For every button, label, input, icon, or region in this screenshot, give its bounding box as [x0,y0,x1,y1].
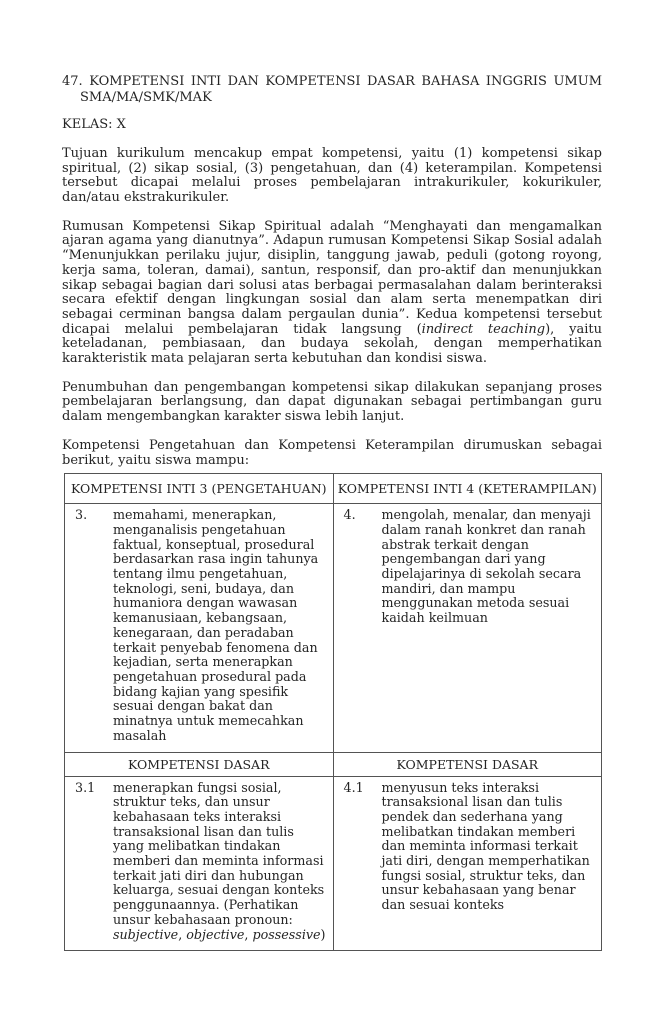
paragraph-curriculum-goals: Tujuan kurikulum mencakup empat kompetensi, yaitu (1) kompetensi sikap spiritual, (2) sikap sosial, (3) pengetahuan, dan (4) keterampilan. Kompetensi tersebut dicapai melalui proses pembelajaran intrakurikuler, kokurikuler, dan/atau ekstrakurikuler. [62,145,602,205]
ki3-cell-content [75,508,329,743]
italic-subjective: subjective [113,926,179,942]
ki3-number: 3. [75,507,88,523]
kompetensi-table [64,473,602,951]
section-number: 47. [62,74,83,89]
kd31-separator-1: , [178,926,187,942]
kd-header-cell-right: KOMPETENSI DASAR [333,752,602,776]
paragraph-attitude-development: Penumbuhan dan pengembangan kompetensi sikap dilakukan sepanjang proses pembelajaran berlangsung, dan dapat digunakan sebagai pertimbangan guru dalam mengembangkan karakter siswa lebih lanjut. [62,379,602,425]
class-label: KELAS: X [62,117,126,133]
paragraph-table-intro: Kompetensi Pengetahuan dan Kompetensi Keterampilan dirumuskan sebagai berikut, yaitu siswa mampu: [62,437,602,468]
section-heading [62,74,602,105]
italic-possessive: possessive [252,926,321,942]
kd41-number: 4.1 [343,779,364,795]
ki4-number: 4. [343,507,356,523]
ki3-cell [65,504,334,752]
ki3-header-cell: KOMPETENSI INTI 3 (PENGETAHUAN) [65,474,334,504]
kd41-cell-content [344,781,598,913]
kd-body-row [65,776,602,951]
paragraph-spiritual-social-text-1: Rumusan Kompetensi Sikap Spiritual adalah “Menghayati dan mengamalkan ajaran agama yang dianutnya”. Adapun rumusan Kompetensi Sikap Sosial adalah “Menunjukkan perilaku jujur, disiplin, tanggung jawab, peduli (gotong royong, kerja sama, toleran, damai), santun, responsif, dan pro-aktif dan menunjukkan sikap sebagai bagian dari solusi atas berbagai permasalahan dalam berinteraksi secara efektif dengan lingkungan sosial dan alam serta menempatkan diri sebagai cerminan bangsa dalam pergaulan dunia”. Kedua kompetensi tersebut dicapai melalui pembelajaran tidak langsung ( [62,218,602,337]
kd41-cell [333,776,602,951]
ki-body-row [65,504,602,752]
ki3-text: memahami, menerapkan, menganalisis pengetahuan faktual, konseptual, prosedural berdasarkan rasa ingin tahunya tentang ilmu pengetahuan, teknologi, seni, budaya, dan humaniora dengan wawasan kemanusiaan, kebangsaan, kenegaraan, dan peradaban terkait penyebab fenomena dan kejadian, serta menerapkan pengetahuan prosedural pada bidang kajian yang spesifik sesuai dengan bakat dan minatnya untuk memecahkan masalah [113,507,319,743]
kd-header-cell-left: KOMPETENSI DASAR [65,752,334,776]
ki4-cell-content [344,508,598,626]
kd-header-row [65,752,602,776]
kd31-separator-2: , [244,926,253,942]
kd31-number: 3.1 [75,779,96,795]
kd31-text [113,781,329,943]
ki4-text: mengolah, menalar, dan menyaji dalam ranah konkret dan ranah abstrak terkait dengan pengembangan dari yang dipelajarinya di sekolah secara mandiri, dan mampu menggunakan metoda sesuai kaidah keilmuan [381,507,591,626]
ki4-header-cell: KOMPETENSI INTI 4 (KETERAMPILAN) [333,474,602,504]
italic-objective: objective [186,926,245,942]
paragraph-spiritual-social [62,220,602,367]
ki4-cell [333,504,602,752]
kd41-text: menyusun teks interaksi transaksional lisan dan tulis pendek dan sederhana yang melibatkan tindakan memberi dan meminta informasi terkait jati diri, dengan memperhatikan fungsi sosial, struktur teks, dan unsur kebahasaan yang benar dan sesuai konteks [381,779,590,913]
kd31-cell [65,776,334,951]
kd31-text-part-1: menerapkan fungsi sosial, struktur teks, dan unsur kebahasaan teks interaksi transaksional lisan dan tulis yang melibatkan tindakan memberi dan meminta informasi terkait jati diri dan hubungan keluarga, sesuai dengan konteks penggunaannya. (Perhatikan unsur kebahasaan pronoun: [113,779,325,927]
document-page [62,74,602,951]
paragraph-spiritual-social-text-2: ), yaitu keteladanan, pembiasaan, dan budaya sekolah, dengan memperhatikan karakteristik mata pelajaran serta kebutuhan dan kondisi siswa. [62,321,602,367]
italic-indirect-teaching: indirect teaching [421,321,546,337]
section-title: KOMPETENSI INTI DAN KOMPETENSI DASAR BAHASA INGGRIS UMUM SMA/MA/SMK/MAK [80,74,603,105]
ki-header-row [65,474,602,504]
kd31-text-part-2: ) [320,926,326,942]
kd31-cell-content [75,781,329,943]
